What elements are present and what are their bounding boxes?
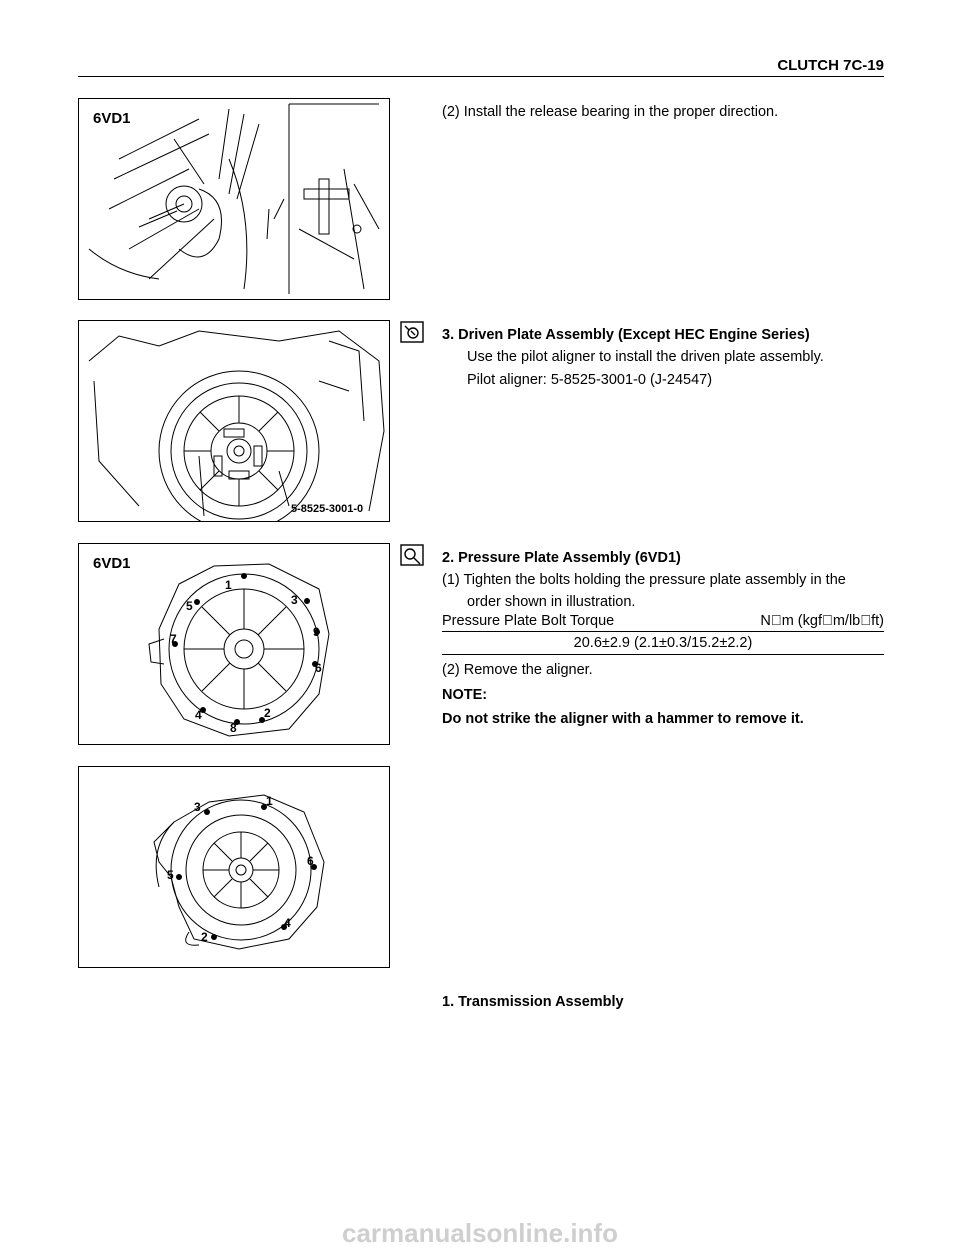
bolt-number-1: 1 xyxy=(266,794,273,808)
figure-driven-plate xyxy=(78,320,390,522)
bolt-number-6: 6 xyxy=(315,661,322,675)
pressure-plate-step1-line1: (1) Tighten the bolts holding the pressure plate assembly in the xyxy=(442,572,846,588)
torque-label: Pressure Plate Bolt Torque xyxy=(442,613,615,629)
release-bearing-step: (2) Install the release bearing in the proper direction. xyxy=(442,104,779,120)
bolt-number-2: 2 xyxy=(201,930,208,944)
page-title: CLUTCH 7C-19 xyxy=(777,57,884,74)
tighten-step-icon xyxy=(400,544,424,566)
driven-plate-heading: 3. Driven Plate Assembly (Except HEC Engine Series) xyxy=(442,327,810,343)
bolt-number-5: 5 xyxy=(167,868,174,882)
bolt-number-1: 1 xyxy=(225,578,232,592)
bolt-number-7: 7 xyxy=(170,632,177,646)
driven-plate-instruction: Use the pilot aligner to install the driven plate assembly. xyxy=(467,349,824,365)
pilot-aligner-spec: Pilot aligner: 5-8525-3001-0 (J-24547) xyxy=(467,372,713,388)
bolt-number-5: 5 xyxy=(186,599,193,613)
remove-aligner-step: (2) Remove the aligner. xyxy=(442,662,593,678)
release-bearing-illustration xyxy=(79,99,389,299)
torque-spec-header xyxy=(442,611,884,632)
figure-pressure-plate-alt xyxy=(78,766,390,968)
bolt-number-4: 4 xyxy=(284,916,291,930)
bolt-number-3: 3 xyxy=(291,593,298,607)
bolt-number-3: 3 xyxy=(194,800,201,814)
bolt-number-8: 8 xyxy=(230,721,237,735)
torque-unit: N m (kgf m/lb ft) xyxy=(760,613,884,629)
watermark: carmanualsonline.info xyxy=(342,1218,618,1248)
figure-tool-label: 5-8525-3001-0 xyxy=(291,503,364,515)
pressure-plate-heading: 2. Pressure Plate Assembly (6VD1) xyxy=(442,550,681,566)
page-header xyxy=(78,58,884,77)
pressure-plate-illustration xyxy=(79,544,389,744)
figure-pressure-plate xyxy=(78,543,390,745)
bolt-number-4: 4 xyxy=(195,708,202,722)
bolt-number-2: 2 xyxy=(264,706,271,720)
transmission-heading: 1. Transmission Assembly xyxy=(442,994,624,1010)
driven-plate-illustration xyxy=(79,321,389,521)
pressure-plate-alt-illustration xyxy=(79,767,389,967)
note-text: Do not strike the aligner with a hammer to remove it. xyxy=(442,711,804,727)
torque-value: 20.6±2.9 (2.1±0.3/15.2±2.2) xyxy=(442,632,884,655)
bolt-number-9: 9 xyxy=(313,625,320,639)
torque-spec-table xyxy=(442,611,884,655)
pressure-plate-step1-line2: order shown in illustration. xyxy=(467,594,636,610)
note-label: NOTE: xyxy=(442,687,488,703)
figure-release-bearing xyxy=(78,98,390,300)
bolt-number-6: 6 xyxy=(307,854,314,868)
figure-engine-label: 6VD1 xyxy=(93,555,131,572)
figure-engine-label: 6VD1 xyxy=(93,110,131,127)
install-step-icon xyxy=(400,321,424,343)
